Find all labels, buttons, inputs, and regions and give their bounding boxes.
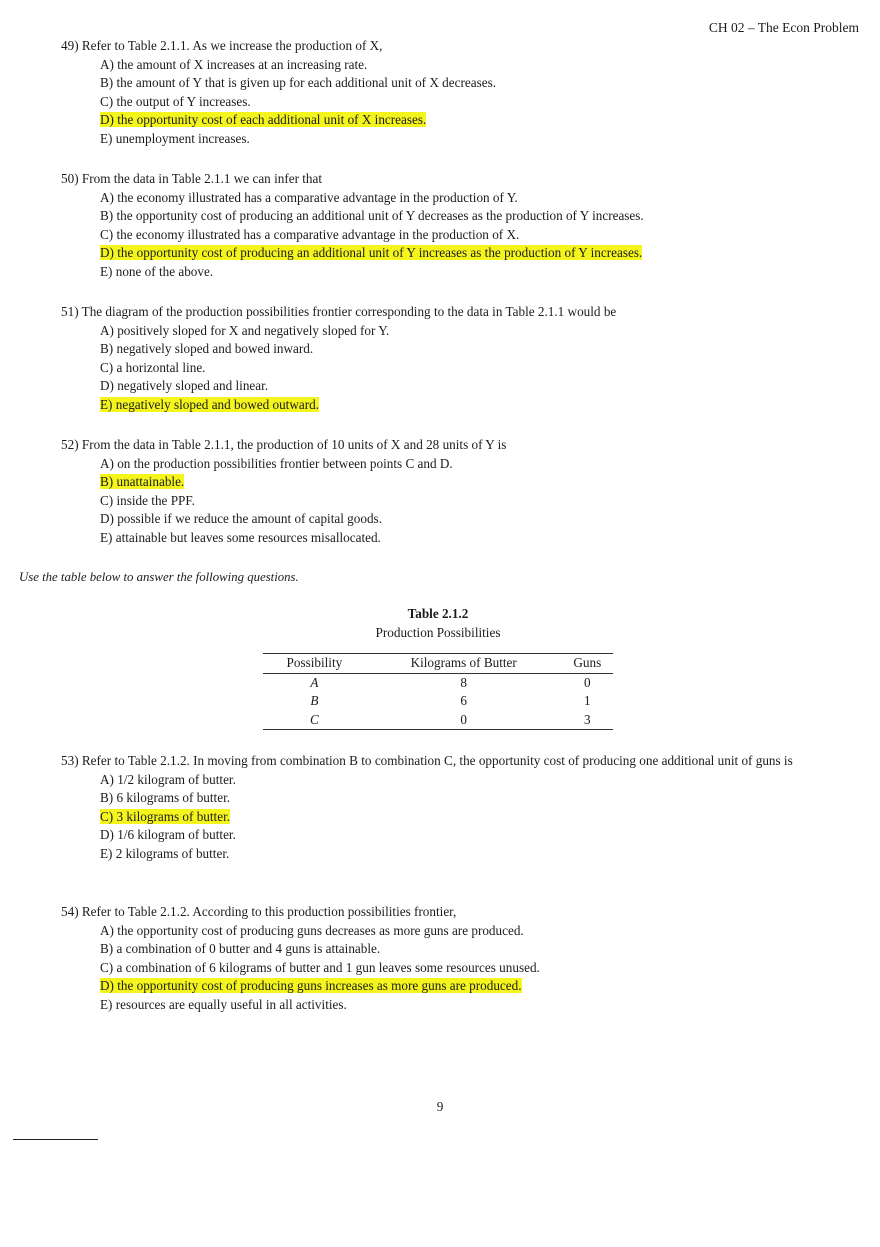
option-d-highlighted-answer: D) the opportunity cost of producing guns increases as more guns are produced. xyxy=(100,978,522,993)
option-b: B) the amount of Y that is given up for each additional unit of X decreases. xyxy=(100,75,496,90)
option-a: A) the amount of X increases at an increasing rate. xyxy=(100,56,368,72)
option-c: C) a combination of 6 kilograms of butter and 1 gun leaves some resources unused. xyxy=(100,959,540,975)
question-54 xyxy=(61,903,851,1014)
option-e: E) resources are equally useful in all activities. xyxy=(100,996,347,1012)
option-d-highlighted-answer: D) the opportunity cost of producing an additional unit of Y increases as the production of Y increases. xyxy=(100,245,643,260)
page-number: 9 xyxy=(436,1099,444,1114)
question-52 xyxy=(61,436,851,547)
table-row xyxy=(263,711,613,730)
production-possibilities-table xyxy=(263,653,613,730)
footnote-divider xyxy=(13,1139,98,1140)
question-50 xyxy=(61,170,851,281)
table-cell: 6 xyxy=(460,693,467,708)
question-stem: 54) Refer to Table 2.1.2. According to this production possibilities frontier, xyxy=(61,904,457,919)
table-row xyxy=(263,692,613,711)
column-header: Kilograms of Butter xyxy=(366,654,562,674)
option-a: A) 1/2 kilogram of butter. xyxy=(100,771,236,787)
question-stem: 51) The diagram of the production possibilities frontier corresponding to the data in Table 2.1.1 would be xyxy=(61,304,617,319)
option-b-highlighted-answer: B) unattainable. xyxy=(100,474,185,489)
option-a: A) on the production possibilities frontier between points C and D. xyxy=(100,455,453,471)
option-c: C) inside the PPF. xyxy=(100,492,195,508)
option-b: B) the opportunity cost of producing an additional unit of Y decreases as the production of Y increases. xyxy=(100,208,644,223)
table-cell: 1 xyxy=(584,693,591,708)
question-stem: 53) Refer to Table 2.1.2. In moving from combination B to combination C, the opportunity cost of producing one additional unit of guns is xyxy=(61,753,793,768)
option-a: A) positively sloped for X and negatively sloped for Y. xyxy=(100,322,390,338)
table-subtitle: Production Possibilities xyxy=(375,624,501,640)
option-e: E) unemployment increases. xyxy=(100,130,250,146)
option-b: B) 6 kilograms of butter. xyxy=(100,790,231,805)
option-d: D) 1/6 kilogram of butter. xyxy=(100,827,236,842)
option-d: D) negatively sloped and linear. xyxy=(100,378,269,393)
page-header: CH 02 – The Econ Problem xyxy=(708,20,859,35)
option-c: C) the economy illustrated has a comparative advantage in the production of X. xyxy=(100,226,520,242)
option-c-highlighted-answer: C) 3 kilograms of butter. xyxy=(100,808,231,824)
table-cell: C xyxy=(263,711,366,730)
option-e-highlighted-answer: E) negatively sloped and bowed outward. xyxy=(100,396,319,412)
table-cell: 0 xyxy=(366,711,562,730)
option-b: B) negatively sloped and bowed inward. xyxy=(100,341,314,356)
option-e: E) none of the above. xyxy=(100,263,214,279)
question-49 xyxy=(61,37,851,148)
option-e: E) attainable but leaves some resources misallocated. xyxy=(100,529,381,545)
option-c: C) a horizontal line. xyxy=(100,359,206,375)
table-2-1-2 xyxy=(263,605,613,730)
table-cell: B xyxy=(310,693,319,708)
question-53 xyxy=(61,752,831,863)
table-cell: 8 xyxy=(460,674,467,690)
option-a: A) the economy illustrated has a comparative advantage in the production of Y. xyxy=(100,189,518,205)
option-d-highlighted-answer: D) the opportunity cost of each additional unit of X increases. xyxy=(100,112,427,127)
instruction-text: Use the table below to answer the following questions. xyxy=(19,570,299,584)
column-header: Possibility xyxy=(263,654,366,674)
table-cell: 0 xyxy=(584,674,591,690)
table-row xyxy=(263,673,613,692)
table-cell: 3 xyxy=(562,711,613,730)
table-title: Table 2.1.2 xyxy=(407,606,469,621)
question-stem: 50) From the data in Table 2.1.1 we can infer that xyxy=(61,171,323,186)
question-51 xyxy=(61,303,851,414)
option-e: E) 2 kilograms of butter. xyxy=(100,845,230,861)
option-a: A) the opportunity cost of producing guns decreases as more guns are produced. xyxy=(100,922,524,938)
option-b: B) a combination of 0 butter and 4 guns is attainable. xyxy=(100,941,381,956)
question-stem: 52) From the data in Table 2.1.1, the production of 10 units of X and 28 units of Y is xyxy=(61,437,507,452)
option-d: D) possible if we reduce the amount of capital goods. xyxy=(100,511,382,526)
table-cell: A xyxy=(310,674,319,690)
column-header: Guns xyxy=(562,654,613,674)
option-c: C) the output of Y increases. xyxy=(100,93,251,109)
question-stem: 49) Refer to Table 2.1.1. As we increase the production of X, xyxy=(61,38,383,53)
